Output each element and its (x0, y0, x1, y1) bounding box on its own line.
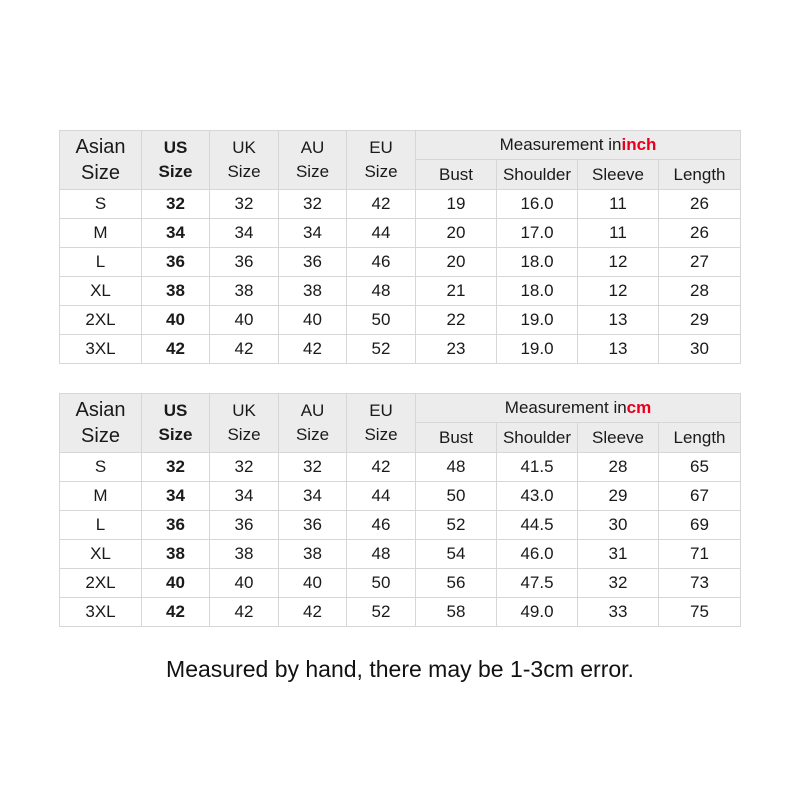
size-row (60, 306, 741, 335)
eu-size-cell: 52 (347, 335, 416, 364)
us-size-header-line1: US (163, 138, 188, 157)
length-cell: 26 (659, 190, 741, 219)
asian-size-cell: XL (60, 540, 142, 569)
length-cell: 71 (659, 540, 741, 569)
au-size-cell: 32 (279, 190, 347, 219)
us-size-cell: 36 (142, 511, 210, 540)
au-size-cell: 42 (279, 335, 347, 364)
asian-size-header (60, 131, 142, 190)
eu-size-cell: 44 (347, 219, 416, 248)
measurement-title (416, 394, 741, 423)
bust-cell: 56 (416, 569, 497, 598)
au-size-header (279, 131, 347, 190)
sleeve-cell: 11 (578, 219, 659, 248)
length-cell: 28 (659, 277, 741, 306)
uk-size-header-line2: Size (227, 425, 261, 444)
shoulder-cell: 44.5 (497, 511, 578, 540)
eu-size-header (347, 394, 416, 453)
uk-size-cell: 38 (210, 540, 279, 569)
au-size-cell: 40 (279, 569, 347, 598)
au-size-cell: 36 (279, 511, 347, 540)
uk-size-cell: 34 (210, 482, 279, 511)
eu-size-cell: 50 (347, 569, 416, 598)
eu-size-header-line1: EU (369, 401, 393, 420)
asian-size-header-line1: Asian (75, 399, 126, 421)
uk-size-cell: 32 (210, 453, 279, 482)
size-row (60, 598, 741, 627)
size-row (60, 482, 741, 511)
uk-size-cell: 40 (210, 569, 279, 598)
uk-size-header (210, 394, 279, 453)
bust-header: Bust (416, 423, 497, 453)
size-row (60, 248, 741, 277)
size-row (60, 511, 741, 540)
length-cell: 26 (659, 219, 741, 248)
size-row (60, 219, 741, 248)
sleeve-cell: 33 (578, 598, 659, 627)
eu-size-header-line2: Size (364, 162, 398, 181)
measurement-prefix: Measurement in (504, 398, 627, 417)
asian-size-header-line2: Size (81, 162, 120, 184)
au-size-header-line2: Size (295, 425, 330, 444)
bust-cell: 23 (416, 335, 497, 364)
us-size-cell: 34 (142, 219, 210, 248)
sleeve-header: Sleeve (578, 160, 659, 190)
sleeve-cell: 29 (578, 482, 659, 511)
length-cell: 29 (659, 306, 741, 335)
au-size-cell: 42 (279, 598, 347, 627)
sleeve-cell: 13 (578, 306, 659, 335)
bust-cell: 20 (416, 248, 497, 277)
bust-cell: 21 (416, 277, 497, 306)
shoulder-header: Shoulder (497, 423, 578, 453)
us-size-cell: 34 (142, 482, 210, 511)
length-header: Length (659, 160, 741, 190)
eu-size-cell: 44 (347, 482, 416, 511)
eu-size-cell: 50 (347, 306, 416, 335)
shoulder-cell: 43.0 (497, 482, 578, 511)
measurement-unit: inch (621, 135, 657, 154)
size-row (60, 335, 741, 364)
shoulder-cell: 19.0 (497, 306, 578, 335)
uk-size-cell: 42 (210, 598, 279, 627)
au-size-cell: 38 (279, 540, 347, 569)
us-size-header-line2: Size (158, 425, 193, 444)
sleeve-cell: 11 (578, 190, 659, 219)
length-cell: 75 (659, 598, 741, 627)
asian-size-cell: 2XL (60, 569, 142, 598)
au-size-cell: 32 (279, 453, 347, 482)
length-cell: 69 (659, 511, 741, 540)
size-row (60, 453, 741, 482)
eu-size-cell: 42 (347, 190, 416, 219)
us-size-header (142, 394, 210, 453)
asian-size-cell: 3XL (60, 335, 142, 364)
shoulder-cell: 49.0 (497, 598, 578, 627)
uk-size-cell: 38 (210, 277, 279, 306)
size-row (60, 277, 741, 306)
au-size-header-line1: AU (300, 138, 325, 157)
us-size-cell: 32 (142, 190, 210, 219)
us-size-header (142, 131, 210, 190)
sleeve-cell: 31 (578, 540, 659, 569)
asian-size-header-line1: Asian (75, 136, 126, 158)
bust-cell: 19 (416, 190, 497, 219)
asian-size-cell: XL (60, 277, 142, 306)
au-size-cell: 34 (279, 482, 347, 511)
sleeve-cell: 32 (578, 569, 659, 598)
sleeve-cell: 13 (578, 335, 659, 364)
size-table-inch (59, 130, 741, 364)
us-size-cell: 32 (142, 453, 210, 482)
asian-size-cell: 3XL (60, 598, 142, 627)
uk-size-header-line1: UK (232, 138, 256, 157)
shoulder-cell: 18.0 (497, 248, 578, 277)
uk-size-cell: 32 (210, 190, 279, 219)
shoulder-cell: 18.0 (497, 277, 578, 306)
asian-size-cell: L (60, 248, 142, 277)
size-table-cm (59, 393, 741, 627)
eu-size-cell: 52 (347, 598, 416, 627)
length-header: Length (659, 423, 741, 453)
bust-cell: 20 (416, 219, 497, 248)
length-cell: 65 (659, 453, 741, 482)
uk-size-cell: 40 (210, 306, 279, 335)
shoulder-cell: 16.0 (497, 190, 578, 219)
shoulder-cell: 47.5 (497, 569, 578, 598)
asian-size-cell: S (60, 453, 142, 482)
uk-size-header-line1: UK (232, 401, 256, 420)
length-cell: 30 (659, 335, 741, 364)
au-size-header-line2: Size (295, 162, 330, 181)
au-size-cell: 38 (279, 277, 347, 306)
us-size-header-line2: Size (158, 162, 193, 181)
sleeve-cell: 28 (578, 453, 659, 482)
uk-size-cell: 42 (210, 335, 279, 364)
au-size-header-line1: AU (300, 401, 325, 420)
sleeve-cell: 12 (578, 277, 659, 306)
us-size-cell: 36 (142, 248, 210, 277)
bust-cell: 58 (416, 598, 497, 627)
eu-size-cell: 48 (347, 277, 416, 306)
uk-size-header-line2: Size (227, 162, 261, 181)
sleeve-header: Sleeve (578, 423, 659, 453)
measurement-prefix: Measurement in (499, 135, 622, 154)
shoulder-cell: 17.0 (497, 219, 578, 248)
size-row (60, 569, 741, 598)
shoulder-header: Shoulder (497, 160, 578, 190)
shoulder-cell: 41.5 (497, 453, 578, 482)
au-size-cell: 34 (279, 219, 347, 248)
size-row (60, 190, 741, 219)
shoulder-cell: 19.0 (497, 335, 578, 364)
bust-cell: 48 (416, 453, 497, 482)
us-size-cell: 38 (142, 277, 210, 306)
sleeve-cell: 30 (578, 511, 659, 540)
us-size-cell: 40 (142, 569, 210, 598)
us-size-header-line1: US (163, 401, 188, 420)
header-row-1 (60, 394, 741, 423)
uk-size-cell: 36 (210, 511, 279, 540)
uk-size-header (210, 131, 279, 190)
asian-size-cell: 2XL (60, 306, 142, 335)
bust-cell: 52 (416, 511, 497, 540)
shoulder-cell: 46.0 (497, 540, 578, 569)
asian-size-cell: L (60, 511, 142, 540)
au-size-cell: 40 (279, 306, 347, 335)
uk-size-cell: 36 (210, 248, 279, 277)
us-size-cell: 42 (142, 335, 210, 364)
length-cell: 73 (659, 569, 741, 598)
eu-size-cell: 46 (347, 511, 416, 540)
us-size-cell: 42 (142, 598, 210, 627)
header-row-1 (60, 131, 741, 160)
eu-size-header-line1: EU (369, 138, 393, 157)
length-cell: 27 (659, 248, 741, 277)
length-cell: 67 (659, 482, 741, 511)
eu-size-cell: 46 (347, 248, 416, 277)
asian-size-cell: S (60, 190, 142, 219)
bust-cell: 50 (416, 482, 497, 511)
asian-size-header (60, 394, 142, 453)
eu-size-cell: 42 (347, 453, 416, 482)
measurement-title (416, 131, 741, 160)
au-size-cell: 36 (279, 248, 347, 277)
measurement-unit: cm (626, 398, 652, 417)
bust-header: Bust (416, 160, 497, 190)
asian-size-header-line2: Size (81, 425, 120, 447)
size-row (60, 540, 741, 569)
asian-size-cell: M (60, 482, 142, 511)
eu-size-header-line2: Size (364, 425, 398, 444)
au-size-header (279, 394, 347, 453)
bust-cell: 22 (416, 306, 497, 335)
measurement-note: Measured by hand, there may be 1-3cm error. (166, 656, 634, 682)
bust-cell: 54 (416, 540, 497, 569)
us-size-cell: 38 (142, 540, 210, 569)
sleeve-cell: 12 (578, 248, 659, 277)
uk-size-cell: 34 (210, 219, 279, 248)
us-size-cell: 40 (142, 306, 210, 335)
eu-size-cell: 48 (347, 540, 416, 569)
asian-size-cell: M (60, 219, 142, 248)
eu-size-header (347, 131, 416, 190)
